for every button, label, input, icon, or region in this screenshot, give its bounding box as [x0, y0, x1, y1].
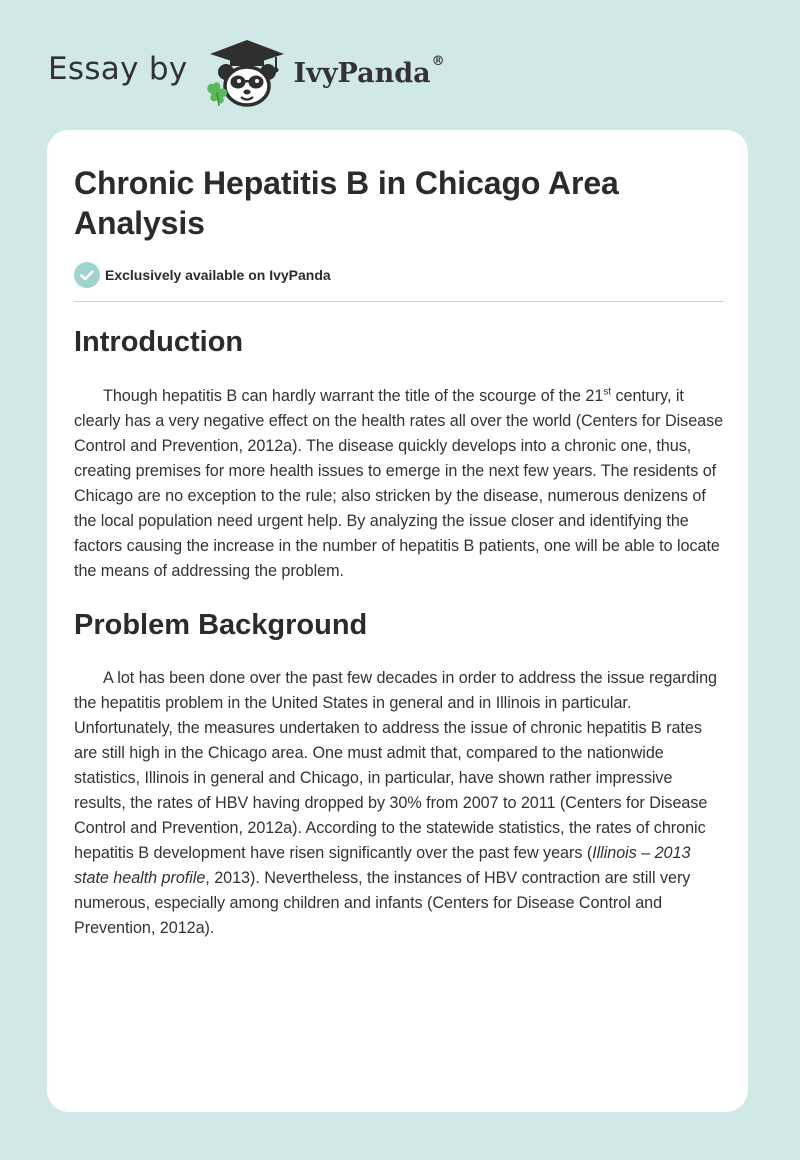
exclusive-badge: [74, 262, 724, 288]
essay-content: [74, 130, 724, 941]
essay-card: [47, 130, 748, 1112]
ordinal-suffix: st: [603, 386, 612, 398]
section-paragraph-introduction: Though hepatitis B can hardly warrant the title of the scourge of the 21st century, it clearly has a very negative effect on the health rates all over the world (Centers for Disease Control and Prevention, 2012a). The disease quickly develops into a chronic one, thus, creating premises for more health issues to emerge in the next few years. The residents of Chicago are no exception to the rule; also stricken by the disease, numerous denizens of the local population need urgent help. By analyzing the issue closer and identifying the factors causing the increase in the number of hepatitis B patients, one will be able to locate the means of addressing the problem.: [74, 386, 724, 580]
exclusive-label: Exclusively available on IvyPanda: [105, 267, 331, 283]
panda-graduate-logo-icon: [202, 36, 292, 108]
essay-title: Chronic Hepatitis B in Chicago Area Analysis: [74, 165, 619, 241]
section-paragraph-problem-background: A lot has been done over the past few decades in order to address the issue regarding the hepatitis problem in the United States in general and in Illinois in particular. Unfortunately, the measures undertaken to address the issue of chronic hepatitis B rates are still high in the Chicago area. One must admit that, compared to the nationwide statistics, Illinois in general and Chicago, in particular, have shown rather impressive results, the rates of HBV having dropped by 30% from 2007 to 2011 (Centers for Disease Control and Prevention, 2012a). According to the statewide statistics, the rates of chronic hepatitis B development have risen significantly over the past few years (Illinois – 2013 state health profile, 2013). Nevertheless, the instances of HBV contraction are still very numerous, especially among children and infants (Centers for Disease Control and Prevention, 2012a).: [74, 669, 717, 937]
title-divider: [74, 301, 724, 302]
cited-source-title: Illinois – 2013 state health profile: [74, 844, 691, 887]
brand-prefix: Essay by: [48, 51, 188, 87]
registered-mark: ®: [431, 53, 445, 69]
check-circle-icon: [74, 262, 100, 288]
brand-header: [48, 36, 445, 108]
section-heading-problem-background: Problem Background: [74, 609, 368, 641]
section-heading-introduction: Introduction: [74, 326, 244, 358]
brand-name: IvyPanda®: [293, 53, 445, 89]
